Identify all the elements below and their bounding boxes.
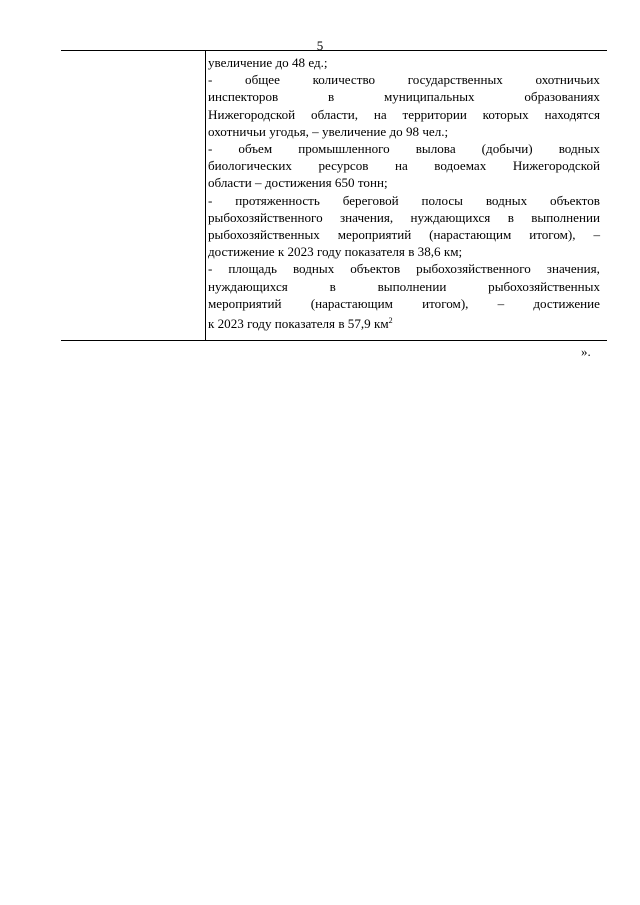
word: - <box>208 261 213 277</box>
text-line: увеличение до 48 ед.; <box>208 55 328 70</box>
word: мероприятий <box>337 227 412 243</box>
table-cell-right <box>208 54 600 332</box>
word: рыбохозяйственного <box>416 261 531 277</box>
closing-quote-mark: ». <box>581 344 591 359</box>
word: итогом), <box>529 227 576 243</box>
word: объектов <box>350 261 401 277</box>
word: территории <box>402 106 467 122</box>
word: мероприятий <box>208 295 282 311</box>
text-line: охотничьи угодья, – увеличение до 98 чел.; <box>208 123 449 139</box>
word: государственных <box>407 72 503 88</box>
word: береговой <box>342 192 399 208</box>
text-line <box>208 260 600 277</box>
word: - <box>208 72 213 88</box>
text-line <box>208 226 600 243</box>
word: в <box>507 209 514 225</box>
word: на <box>373 106 387 122</box>
text-line <box>208 106 600 123</box>
word: выполнении <box>531 209 600 225</box>
word: на <box>394 158 408 174</box>
word: (нарастающим <box>310 295 393 311</box>
word: полосы <box>421 192 463 208</box>
word: рыбохозяйственных <box>208 227 320 243</box>
page-number: 5 <box>316 38 324 53</box>
word: водных <box>292 261 335 277</box>
text-line <box>208 295 600 312</box>
word: нуждающихся <box>410 209 491 225</box>
word: области, <box>311 106 359 122</box>
word: находятся <box>544 106 600 122</box>
word: в <box>327 89 335 105</box>
word: объектов <box>550 192 600 208</box>
word: количество <box>312 72 376 88</box>
word: (нарастающим <box>429 227 512 243</box>
text-line <box>208 209 600 226</box>
document-table <box>61 50 607 341</box>
word: Нижегородской <box>208 106 296 122</box>
word: нуждающихся <box>208 278 288 294</box>
word: площадь <box>228 261 277 277</box>
word: - <box>208 192 213 208</box>
word: – <box>497 295 505 311</box>
word: ресурсов <box>318 158 369 174</box>
text-line <box>208 278 600 295</box>
text-line <box>208 71 600 88</box>
word: протяженность <box>235 192 320 208</box>
word: охотничьих <box>535 72 600 88</box>
superscript: 2 <box>388 316 393 326</box>
word: промышленного <box>298 141 390 157</box>
word: - <box>208 141 213 157</box>
word: итогом), <box>422 295 469 311</box>
word: (добычи) <box>481 141 533 157</box>
word: Нижегородской <box>512 158 600 174</box>
word: муниципальных <box>383 89 475 105</box>
word: водных <box>558 141 600 157</box>
word: рыбохозяйственного <box>208 209 323 225</box>
text-line <box>208 140 600 157</box>
text-line <box>208 312 600 332</box>
word: значения, <box>546 261 600 277</box>
word: инспекторов <box>208 89 279 105</box>
word: биологических <box>208 158 292 174</box>
word: объем <box>238 141 273 157</box>
word: – <box>593 227 600 243</box>
word: образованиях <box>524 89 600 105</box>
word: общее <box>245 72 280 88</box>
text-line: достижение к 2023 году показателя в 38,6 км; <box>208 244 463 260</box>
column-divider <box>205 51 206 340</box>
word: выполнении <box>377 278 447 294</box>
word: вылова <box>415 141 456 157</box>
word: в <box>329 278 336 294</box>
word: водных <box>485 192 528 208</box>
text-line-content: к 2023 году показателя в 57,9 км <box>208 316 389 332</box>
word: значения, <box>340 209 394 225</box>
word: которых <box>482 106 529 122</box>
word: рыбохозяйственных <box>488 278 600 294</box>
text-line <box>208 157 600 174</box>
word: достижение <box>533 295 600 311</box>
table-cell-left <box>61 51 205 340</box>
text-line <box>208 192 600 209</box>
word: водоемах <box>434 158 487 174</box>
text-line: области – достижения 650 тонн; <box>208 175 388 191</box>
text-line <box>208 88 600 105</box>
